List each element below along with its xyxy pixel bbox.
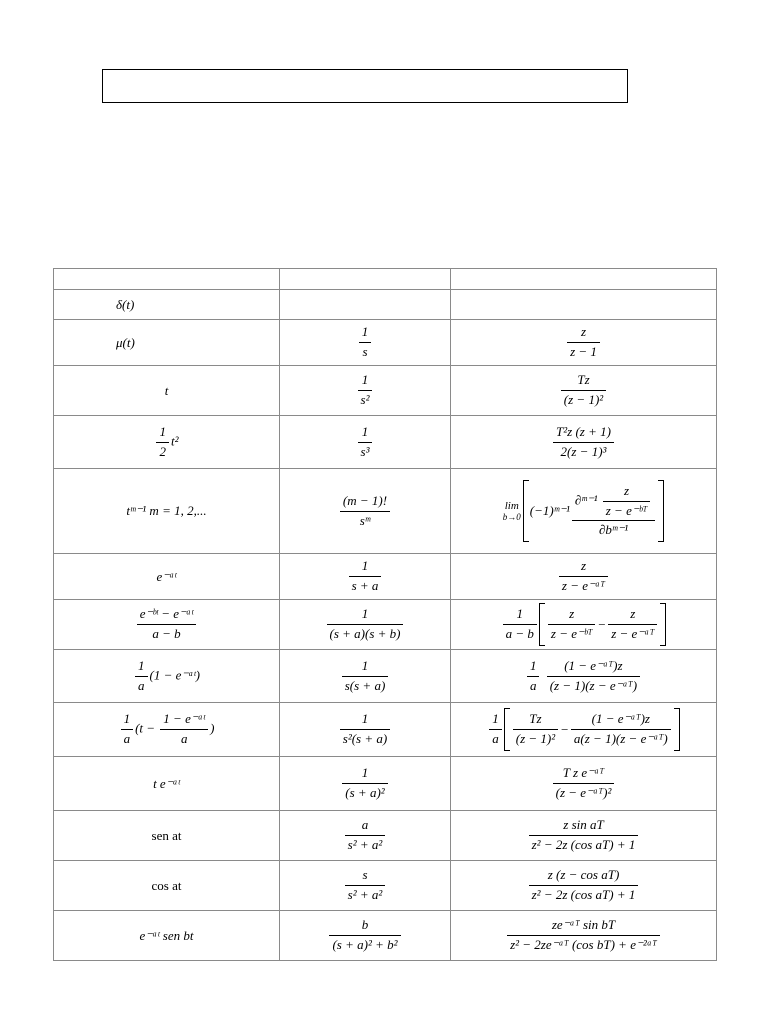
num: 1 bbox=[349, 559, 382, 577]
fraction-Z bbox=[553, 425, 614, 460]
den: s + a bbox=[351, 578, 379, 593]
den: s(s + a) bbox=[344, 677, 386, 693]
fraction-f-inner bbox=[160, 712, 208, 747]
fraction-Z bbox=[553, 766, 615, 801]
den: 2 bbox=[159, 443, 166, 459]
fraction-f bbox=[135, 659, 148, 694]
num: Tz bbox=[561, 373, 606, 391]
fraction-coef bbox=[503, 607, 537, 642]
num: s bbox=[345, 868, 386, 886]
den: (z − 1)² bbox=[563, 392, 604, 407]
den: (z − 1)(z − e⁻ᵃᵀ) bbox=[549, 677, 638, 693]
den: a − b bbox=[505, 626, 534, 641]
table-row bbox=[54, 861, 717, 911]
expr-f-tail: (1 − e⁻ᵃᵗ) bbox=[149, 666, 200, 682]
cell-Z bbox=[451, 554, 717, 600]
table-row bbox=[54, 811, 717, 861]
num: T²z (z + 1) bbox=[553, 425, 614, 443]
sign-factor: (−1)ᵐ⁻¹ bbox=[529, 503, 570, 518]
fraction-F bbox=[359, 325, 372, 360]
cell-Z bbox=[451, 416, 717, 469]
minus-sign: − bbox=[560, 721, 569, 737]
cell-f bbox=[54, 703, 280, 757]
table-row bbox=[54, 469, 717, 554]
cell-Z bbox=[451, 469, 717, 554]
fraction-a bbox=[513, 712, 558, 747]
den: s² + a² bbox=[347, 837, 383, 852]
den: a bbox=[138, 677, 145, 693]
den: a bbox=[180, 731, 188, 746]
den: z − e⁻ᵇᵀ bbox=[550, 626, 593, 641]
cell-f bbox=[54, 320, 280, 366]
fraction-F bbox=[342, 659, 389, 694]
expr-f-tail: t² bbox=[170, 432, 179, 448]
den: z − 1 bbox=[570, 344, 597, 359]
title-box bbox=[102, 69, 628, 103]
den: z − e⁻ᵃᵀ bbox=[561, 578, 606, 593]
den: s²(s + a) bbox=[342, 731, 388, 746]
fraction-Z bbox=[507, 918, 660, 953]
fraction-F bbox=[340, 712, 390, 747]
fraction-coef bbox=[527, 659, 540, 694]
fraction-F bbox=[329, 918, 400, 953]
cell-Z bbox=[451, 861, 717, 911]
den: s² + a² bbox=[347, 887, 383, 902]
cell-F bbox=[280, 757, 451, 811]
num: b bbox=[329, 918, 400, 936]
fraction-Z bbox=[529, 868, 639, 903]
num: z bbox=[548, 607, 595, 625]
cell-f bbox=[54, 757, 280, 811]
fraction-b bbox=[571, 712, 671, 747]
den: z² − 2ze⁻ᵃᵀ (cos bT) + e⁻²ᵃᵀ bbox=[510, 937, 657, 952]
cell-Z bbox=[451, 366, 717, 416]
square-bracket bbox=[539, 603, 666, 646]
den: a bbox=[123, 731, 131, 746]
expr-f: e⁻ᵃᵗ sen bt bbox=[139, 927, 194, 943]
fraction-b bbox=[608, 607, 657, 642]
num: (1 − e⁻ᵃᵀ)z bbox=[571, 712, 671, 730]
den: sᵐ bbox=[359, 512, 371, 528]
fraction-F bbox=[327, 607, 404, 642]
cell-F bbox=[280, 600, 451, 650]
num: 1 bbox=[340, 712, 390, 730]
num: Tz bbox=[513, 712, 558, 730]
cell-f bbox=[54, 469, 280, 554]
num: z bbox=[567, 325, 600, 343]
cell-Z bbox=[451, 911, 717, 961]
fraction-f bbox=[156, 425, 169, 460]
num: (m − 1)! bbox=[340, 494, 390, 512]
cell-Z bbox=[451, 757, 717, 811]
cell-F bbox=[280, 469, 451, 554]
cell-Z bbox=[451, 320, 717, 366]
header-cell-f bbox=[54, 269, 280, 290]
num: T z e⁻ᵃᵀ bbox=[553, 766, 615, 784]
num: 1 − e⁻ᵃᵗ bbox=[160, 712, 208, 730]
expr-f-pre: (t − bbox=[135, 720, 156, 736]
table-row bbox=[54, 320, 717, 366]
fraction-Z bbox=[547, 659, 640, 694]
den: 2(z − 1)³ bbox=[560, 443, 607, 459]
den: a bbox=[492, 731, 499, 746]
num: z bbox=[603, 484, 650, 502]
expr-f: t e⁻ᵃᵗ bbox=[153, 775, 180, 791]
table-row bbox=[54, 554, 717, 600]
num: 1 bbox=[156, 425, 169, 443]
num: a bbox=[345, 818, 386, 836]
fraction-inner bbox=[603, 484, 650, 519]
num: 1 bbox=[489, 712, 502, 730]
expr-f: μ(t) bbox=[116, 334, 135, 350]
den: z² − 2z (cos aT) + 1 bbox=[531, 837, 636, 852]
table-row bbox=[54, 911, 717, 961]
den: z − e⁻ᵇᵀ bbox=[605, 502, 648, 518]
cell-f bbox=[54, 554, 280, 600]
expr-f: δ(t) bbox=[116, 296, 135, 312]
fraction-Z bbox=[559, 559, 608, 594]
fraction-Z bbox=[561, 373, 606, 408]
header-cell-F bbox=[280, 269, 451, 290]
fraction-F bbox=[358, 425, 373, 460]
num: 1 bbox=[527, 659, 540, 677]
table-row bbox=[54, 757, 717, 811]
partial-op: ∂ᵐ⁻¹ bbox=[574, 492, 598, 508]
den: s² bbox=[360, 392, 370, 407]
num bbox=[572, 484, 655, 522]
cell-F bbox=[280, 703, 451, 757]
cell-f bbox=[54, 416, 280, 469]
cell-Z bbox=[451, 703, 717, 757]
fraction-f bbox=[137, 607, 197, 642]
cell-F bbox=[280, 861, 451, 911]
table-row bbox=[54, 416, 717, 469]
table-row bbox=[54, 650, 717, 703]
den: a bbox=[529, 677, 537, 693]
expr-f: cos at bbox=[151, 877, 182, 893]
num: 1 bbox=[359, 325, 372, 343]
num: 1 bbox=[342, 659, 389, 677]
expr-f: sen at bbox=[151, 827, 182, 843]
den: z² − 2z (cos aT) + 1 bbox=[531, 887, 636, 902]
cell-f bbox=[54, 290, 280, 320]
den: (z − 1)² bbox=[515, 731, 556, 746]
den: (s + a)² bbox=[345, 785, 385, 800]
expr-f: t bbox=[164, 382, 169, 398]
fraction-Z bbox=[567, 325, 600, 360]
expr-f: tᵐ⁻¹ m = 1, 2,... bbox=[126, 503, 207, 518]
cell-F bbox=[280, 811, 451, 861]
num: z sin aT bbox=[529, 818, 639, 836]
fraction-F bbox=[349, 559, 382, 594]
num: 1 bbox=[135, 659, 148, 677]
square-bracket bbox=[523, 480, 664, 543]
cell-Z bbox=[451, 650, 717, 703]
cell-Z bbox=[451, 811, 717, 861]
fraction-coef bbox=[489, 712, 502, 747]
lim-sub: b→0 bbox=[502, 512, 521, 522]
cell-f bbox=[54, 366, 280, 416]
square-bracket bbox=[504, 708, 680, 751]
den: ∂bᵐ⁻¹ bbox=[599, 522, 629, 538]
den: (s + a)² + b² bbox=[332, 937, 398, 952]
cell-F bbox=[280, 366, 451, 416]
lim-text: lim bbox=[504, 500, 519, 512]
table-header-row bbox=[54, 269, 717, 290]
expr-f-post: ) bbox=[210, 720, 215, 736]
den: (s + a)(s + b) bbox=[329, 626, 401, 641]
cell-F bbox=[280, 650, 451, 703]
cell-f bbox=[54, 911, 280, 961]
num: z (z − cos aT) bbox=[529, 868, 639, 886]
den: z − e⁻ᵃᵀ bbox=[611, 626, 655, 641]
fraction-F bbox=[358, 373, 373, 408]
fraction-a bbox=[548, 607, 595, 642]
num: 1 bbox=[358, 425, 373, 443]
num: 1 bbox=[121, 712, 134, 730]
fraction-f bbox=[121, 712, 134, 747]
table-row bbox=[54, 366, 717, 416]
den: s bbox=[362, 344, 368, 359]
table-row bbox=[54, 600, 717, 650]
fraction-F bbox=[345, 818, 386, 853]
num: ze⁻ᵃᵀ sin bT bbox=[507, 918, 660, 936]
cell-F bbox=[280, 911, 451, 961]
den: s³ bbox=[360, 443, 370, 459]
cell-F bbox=[280, 416, 451, 469]
cell-F bbox=[280, 320, 451, 366]
den: a(z − 1)(z − e⁻ᵃᵀ) bbox=[573, 731, 668, 746]
limit-operator bbox=[503, 500, 521, 522]
cell-f bbox=[54, 600, 280, 650]
cell-f bbox=[54, 811, 280, 861]
den: a − b bbox=[152, 626, 181, 641]
num: z bbox=[608, 607, 657, 625]
num: z bbox=[559, 559, 608, 577]
expr-f: e⁻ᵃᵗ bbox=[156, 568, 177, 584]
num: 1 bbox=[358, 373, 373, 391]
cell-f bbox=[54, 861, 280, 911]
num: 1 bbox=[327, 607, 404, 625]
cell-F bbox=[280, 554, 451, 600]
cell-F bbox=[280, 290, 451, 320]
cell-Z bbox=[451, 600, 717, 650]
table-row bbox=[54, 703, 717, 757]
num: 1 bbox=[503, 607, 537, 625]
cell-Z bbox=[451, 290, 717, 320]
header-cell-Z bbox=[451, 269, 717, 290]
fraction-F bbox=[342, 766, 387, 801]
num: 1 bbox=[342, 766, 387, 784]
num: (1 − e⁻ᵃᵀ)z bbox=[547, 659, 640, 677]
den: (z − e⁻ᵃᵀ)² bbox=[555, 785, 612, 800]
num: e⁻ᵇᵗ − e⁻ᵃᵗ bbox=[137, 607, 197, 625]
cell-f bbox=[54, 650, 280, 703]
fraction-F bbox=[340, 494, 390, 529]
z-transform-table bbox=[53, 268, 717, 961]
fraction-F bbox=[345, 868, 386, 903]
fraction-derivative bbox=[572, 484, 655, 539]
table-row bbox=[54, 290, 717, 320]
fraction-Z bbox=[529, 818, 639, 853]
minus-sign: − bbox=[597, 616, 607, 632]
